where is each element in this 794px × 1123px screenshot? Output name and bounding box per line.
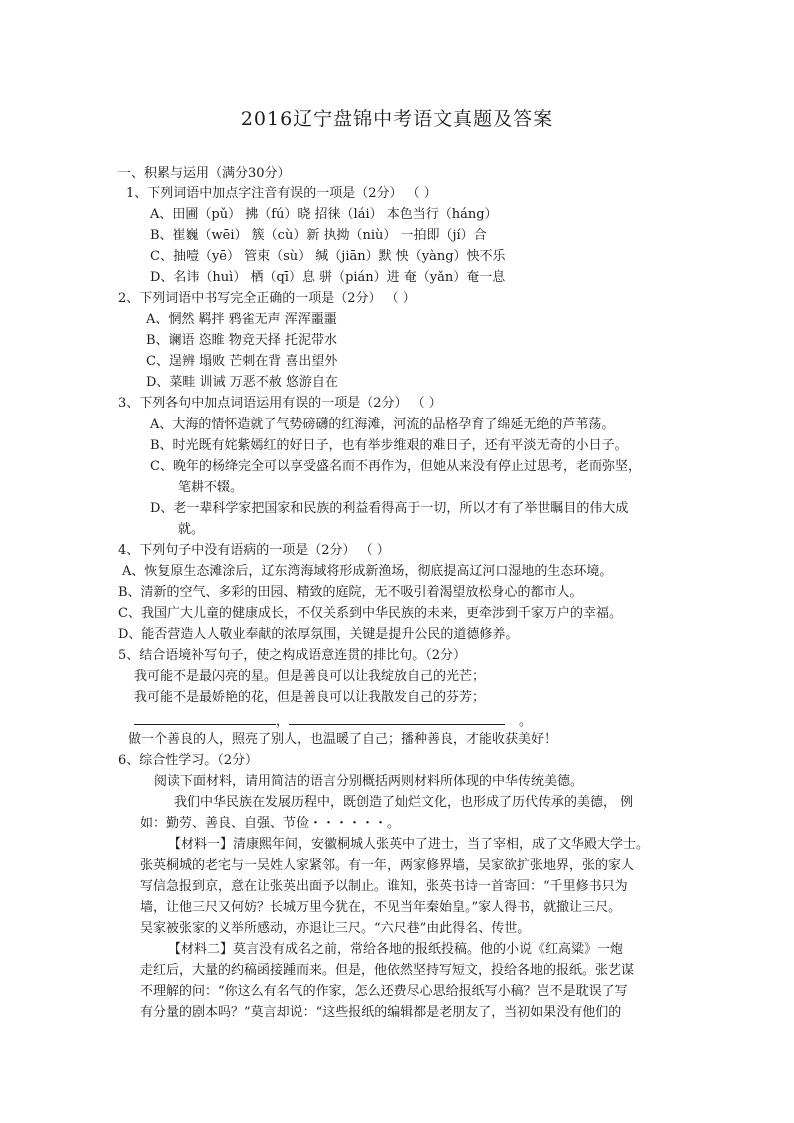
material-2-line-3: 不理解的问：“你这么有名气的作家，怎么还费尽心思给报纸写小稿？岂不是耽误了写: [140, 984, 628, 999]
question-2-option-c: C、逞辨 塌败 芒刺在背 喜出望外: [146, 354, 338, 369]
answer-blank-1[interactable]: [134, 710, 276, 725]
question-1-option-c: C、抽噎（yē） 管束（sù） 缄（jiān）默 怏（yàng）怏不乐: [150, 249, 506, 264]
question-5-line-4: 做一个善良的人，照亮了别人，也温暖了自己；播种善良，才能收获美好！: [128, 732, 558, 747]
question-1-option-b: B、崔巍（wēi） 簇（cù）新 执拗（niù） 一拍即（jí）合: [150, 228, 487, 243]
question-4-option-d: D、能否营造人人敬业奉献的浓厚氛围，关键是提升公民的道德修养。: [118, 627, 519, 642]
question-3-option-d: D、老一辈科学家把国家和民族的利益看得高于一切，所以才有了举世瞩目的伟大成: [150, 501, 629, 516]
question-4-option-b: B、清新的空气、多彩的田园、精致的庭院，无不吸引着渴望放松身心的都市人。: [118, 585, 583, 600]
question-5-answer-line: [134, 710, 532, 731]
question-2-option-b: B、谰语 恣睢 物竞天择 托泥带水: [146, 333, 337, 348]
question-4-option-a: A、恢复原生态滩涂后，辽东湾海域将形成新渔场，彻底提高辽河口湿地的生态环境。: [122, 564, 613, 579]
answer-period: 。: [519, 714, 533, 729]
material-2-line-1: 【材料二】莫言没有成名之前，常给各地的报纸投稿。他的小说《红高粱》一炮: [168, 942, 624, 957]
answer-blank-2[interactable]: [289, 710, 505, 725]
question-4-stem: 4、下列句子中没有语病的一项是（2分） （ ）: [118, 543, 390, 558]
example-line-2: 如：勤劳、善良、自强、节俭・・・・・・。: [140, 816, 401, 831]
question-3-option-a: A、大海的情怀造就了气势磅礴的红海滩，河流的品格孕育了绵延无绝的芦苇荡。: [150, 417, 615, 432]
question-1-stem: 1、下列词语中加点字注音有误的一项是（2分） （ ）: [126, 186, 437, 201]
question-2-stem: 2、下列词语中书写完全正确的一项是（2分） （ ）: [118, 291, 416, 306]
question-1-option-a: A、田圃（pǔ） 拂（fú）晓 招徕（lái） 本色当行（háng）: [150, 207, 498, 222]
section-heading: 一、积累与运用（满分30分）: [118, 166, 291, 181]
question-5-line-2: 我可能不是最娇艳的花，但是善良可以让我散发自己的芬芳；: [134, 690, 486, 705]
material-1-line-1: 【材料一】清康熙年间，安徽桐城人张英中了进士，当了宰相，成了文华殿大学士。: [168, 837, 650, 852]
question-5-line-1: 我可能不是最闪亮的星。但是善良可以让我绽放自己的光芒；: [134, 669, 486, 684]
material-1-line-3: 写信急报到京，意在让张英出面予以制止。谁知，张英书诗一首寄回：“千里修书只为: [140, 879, 628, 894]
question-6-intro: 阅读下面材料，请用简洁的语言分别概括两则材料所体现的中华传统美德。: [154, 774, 584, 789]
question-6-stem: 6、综合性学习。（2分）: [118, 753, 259, 768]
question-3-option-d-cont: 就。: [178, 522, 205, 537]
material-1-line-2: 张英桐城的老宅与一吴姓人家紧邻。有一年，两家修界墙，吴家欲扩张地界，张的家人: [140, 858, 635, 873]
question-2-option-a: A、惘然 羁拌 鸦雀无声 浑浑噩噩: [146, 312, 337, 327]
page-title: 2016辽宁盘锦中考语文真题及答案: [240, 108, 554, 130]
answer-comma: ，: [276, 714, 290, 729]
question-2-option-d: D、菜畦 训诫 万恶不赦 悠游自在: [146, 375, 338, 390]
question-1-option-d: D、名讳（huì） 栖（qī）息 骈（pián）进 奄（yǎn）奄一息: [150, 270, 506, 285]
question-3-option-c-cont: 笔耕不辍。: [178, 480, 244, 495]
material-2-line-2: 走红后，大量的约稿函接踵而来。但是，他依然坚持写短文，投给各地的报纸。张艺谋: [140, 963, 635, 978]
material-1-line-4: 墙，让他三尺又何妨？长城万里今犹在，不见当年秦始皇。”家人得书，就撤让三尺。: [140, 900, 622, 915]
material-1-line-5: 吴家被张家的义举所感动，亦退让三尺。“六尺巷”由此得名、传世。: [140, 921, 531, 936]
example-line-1: 我们中华民族在发展历程中，既创造了灿烂文化，也形成了历代传承的美德， 例: [174, 795, 634, 810]
question-3-stem: 3、下列各句中加点词语运用有误的一项是（2分） （ ）: [118, 396, 442, 411]
question-4-option-c: C、我国广大儿童的健康成长，不仅关系到中华民族的未来，更牵涉到千家万户的幸福。: [118, 606, 622, 621]
question-5-stem: 5、结合语境补写句子，使之构成语意连贯的排比句。（2分）: [118, 648, 467, 663]
question-3-option-c: C、晚年的杨绛完全可以享受盛名而不再作为，但她从来没有停止过思考，老而弥坚，: [150, 459, 641, 474]
material-2-line-4: 有分量的剧本吗？”莫言却说：“这些报纸的编辑都是老朋友了，当初如果没有他们的: [140, 1005, 622, 1020]
question-3-option-b: B、时光既有姹紫嫣红的好日子，也有举步维艰的难日子，还有平淡无奇的小日子。: [150, 438, 628, 453]
